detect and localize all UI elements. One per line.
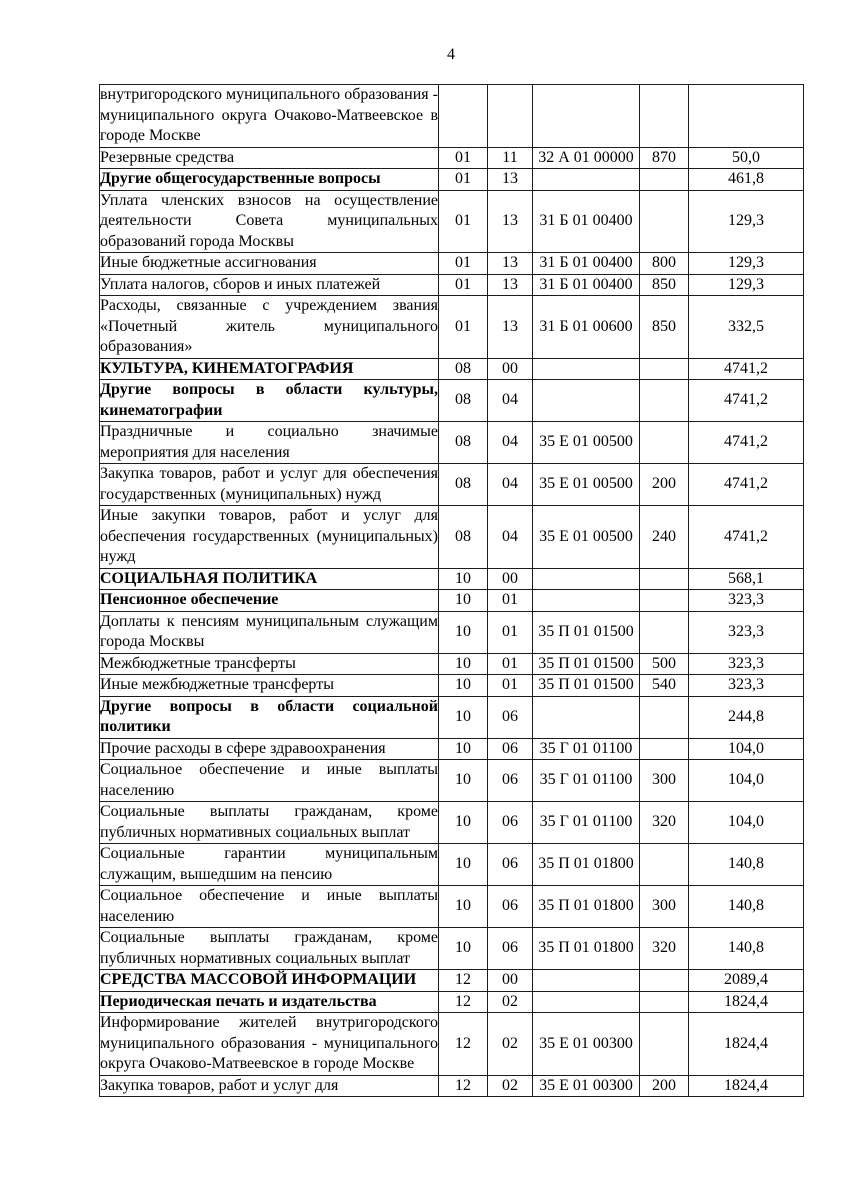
row-name-cell: Социальное обеспечение и иные выплаты населению: [100, 760, 439, 802]
row-subsection-cell: 00: [488, 358, 533, 380]
table-row: [100, 506, 804, 569]
row-section-cell: 12: [439, 991, 488, 1013]
row-section-cell: 12: [439, 1075, 488, 1097]
row-expense-type-cell: [640, 1013, 689, 1076]
row-section-cell: 10: [439, 611, 488, 653]
row-target-item-cell: 35 Г 01 01100: [533, 738, 640, 760]
row-section-cell: 10: [439, 844, 488, 886]
row-section-cell: [439, 85, 488, 148]
row-name-cell: СРЕДСТВА МАССОВОЙ ИНФОРМАЦИИ: [100, 970, 439, 992]
row-expense-type-cell: [640, 696, 689, 738]
table-row: [100, 380, 804, 422]
row-subsection-cell: 06: [488, 696, 533, 738]
row-expense-type-cell: 850: [640, 274, 689, 296]
row-name-cell: КУЛЬТУРА, КИНЕМАТОГРАФИЯ: [100, 358, 439, 380]
row-target-item-cell: 35 П 01 01800: [533, 844, 640, 886]
row-amount-cell: 104,0: [689, 760, 804, 802]
row-target-item-cell: [533, 568, 640, 590]
row-expense-type-cell: 200: [640, 1075, 689, 1097]
row-subsection-cell: 04: [488, 506, 533, 569]
row-expense-type-cell: 870: [640, 147, 689, 169]
table-row: [100, 928, 804, 970]
row-section-cell: 01: [439, 190, 488, 253]
row-section-cell: 01: [439, 147, 488, 169]
row-target-item-cell: 35 Е 01 00300: [533, 1013, 640, 1076]
row-amount-cell: 332,5: [689, 296, 804, 359]
row-amount-cell: 50,0: [689, 147, 804, 169]
row-amount-cell: 568,1: [689, 568, 804, 590]
table-row: [100, 653, 804, 675]
row-subsection-cell: 06: [488, 802, 533, 844]
row-name-cell: Социальное обеспечение и иные выплаты населению: [100, 886, 439, 928]
row-amount-cell: 104,0: [689, 802, 804, 844]
row-section-cell: 10: [439, 568, 488, 590]
row-expense-type-cell: [640, 568, 689, 590]
row-amount-cell: 4741,2: [689, 464, 804, 506]
row-subsection-cell: 13: [488, 274, 533, 296]
row-section-cell: 10: [439, 696, 488, 738]
table-row: [100, 422, 804, 464]
row-expense-type-cell: 800: [640, 253, 689, 275]
row-name-cell: Другие вопросы в области социальной политики: [100, 696, 439, 738]
row-amount-cell: 4741,2: [689, 358, 804, 380]
row-amount-cell: 323,3: [689, 611, 804, 653]
table-row: [100, 760, 804, 802]
row-name-cell: Уплата налогов, сборов и иных платежей: [100, 274, 439, 296]
row-expense-type-cell: 300: [640, 760, 689, 802]
row-amount-cell: 323,3: [689, 675, 804, 697]
row-expense-type-cell: [640, 991, 689, 1013]
row-amount-cell: 4741,2: [689, 422, 804, 464]
row-name-cell: Другие вопросы в области культуры, кинематографии: [100, 380, 439, 422]
table-row: [100, 844, 804, 886]
table-row: [100, 464, 804, 506]
row-subsection-cell: 04: [488, 422, 533, 464]
row-section-cell: 01: [439, 253, 488, 275]
row-target-item-cell: 32 А 01 00000: [533, 147, 640, 169]
row-target-item-cell: 35 П 01 01500: [533, 653, 640, 675]
row-subsection-cell: 00: [488, 568, 533, 590]
row-target-item-cell: 35 П 01 01500: [533, 675, 640, 697]
row-target-item-cell: 35 П 01 01800: [533, 928, 640, 970]
row-expense-type-cell: [640, 85, 689, 148]
budget-table-rows: [100, 85, 804, 1097]
table-row: [100, 991, 804, 1013]
row-expense-type-cell: [640, 169, 689, 191]
row-target-item-cell: 35 Е 01 00500: [533, 506, 640, 569]
table-row: [100, 568, 804, 590]
row-target-item-cell: 35 Г 01 01100: [533, 760, 640, 802]
table-row: [100, 296, 804, 359]
row-expense-type-cell: 320: [640, 928, 689, 970]
row-target-item-cell: [533, 358, 640, 380]
table-row: [100, 590, 804, 612]
row-target-item-cell: 35 Е 01 00300: [533, 1075, 640, 1097]
row-target-item-cell: [533, 970, 640, 992]
table-row: [100, 1013, 804, 1076]
row-subsection-cell: 01: [488, 611, 533, 653]
row-subsection-cell: 02: [488, 991, 533, 1013]
table-row: [100, 274, 804, 296]
row-name-cell: Закупка товаров, работ и услуг для: [100, 1075, 439, 1097]
row-subsection-cell: 00: [488, 970, 533, 992]
row-expense-type-cell: 850: [640, 296, 689, 359]
row-section-cell: 10: [439, 590, 488, 612]
row-section-cell: 08: [439, 506, 488, 569]
row-subsection-cell: 06: [488, 844, 533, 886]
row-name-cell: Закупка товаров, работ и услуг для обеспечения государственных (муниципальных) нужд: [100, 464, 439, 506]
row-expense-type-cell: 240: [640, 506, 689, 569]
row-expense-type-cell: [640, 358, 689, 380]
row-target-item-cell: 31 Б 01 00400: [533, 190, 640, 253]
row-subsection-cell: [488, 85, 533, 148]
row-subsection-cell: 04: [488, 464, 533, 506]
row-subsection-cell: 06: [488, 886, 533, 928]
row-subsection-cell: 02: [488, 1075, 533, 1097]
row-section-cell: 08: [439, 358, 488, 380]
row-amount-cell: 129,3: [689, 274, 804, 296]
row-name-cell: Иные бюджетные ассигнования: [100, 253, 439, 275]
row-subsection-cell: 06: [488, 738, 533, 760]
row-amount-cell: 323,3: [689, 653, 804, 675]
row-amount-cell: 1824,4: [689, 1075, 804, 1097]
table-row: [100, 696, 804, 738]
row-target-item-cell: 35 П 01 01800: [533, 886, 640, 928]
table-row: [100, 1075, 804, 1097]
row-expense-type-cell: 320: [640, 802, 689, 844]
row-amount-cell: 4741,2: [689, 506, 804, 569]
row-subsection-cell: 13: [488, 190, 533, 253]
row-amount-cell: 140,8: [689, 844, 804, 886]
table-row: [100, 85, 804, 148]
row-amount-cell: 129,3: [689, 253, 804, 275]
row-amount-cell: 461,8: [689, 169, 804, 191]
row-target-item-cell: 35 Е 01 00500: [533, 464, 640, 506]
table-row: [100, 738, 804, 760]
row-target-item-cell: 31 Б 01 00600: [533, 296, 640, 359]
table-row: [100, 190, 804, 253]
row-amount-cell: 4741,2: [689, 380, 804, 422]
row-name-cell: внутригородского муниципального образования - муниципального округа Очаково-Матвеевское в городе Москве: [100, 85, 439, 148]
row-subsection-cell: 04: [488, 380, 533, 422]
row-expense-type-cell: [640, 970, 689, 992]
row-target-item-cell: [533, 991, 640, 1013]
row-name-cell: СОЦИАЛЬНАЯ ПОЛИТИКА: [100, 568, 439, 590]
row-name-cell: Иные закупки товаров, работ и услуг для обеспечения государственных (муниципальных) нужд: [100, 506, 439, 569]
row-amount-cell: 2089,4: [689, 970, 804, 992]
row-subsection-cell: 06: [488, 760, 533, 802]
row-target-item-cell: 31 Б 01 00400: [533, 274, 640, 296]
row-name-cell: Уплата членских взносов на осуществление деятельности Совета муниципальных образований города Москвы: [100, 190, 439, 253]
row-name-cell: Доплаты к пенсиям муниципальным служащим города Москвы: [100, 611, 439, 653]
row-amount-cell: 140,8: [689, 886, 804, 928]
row-amount-cell: [689, 85, 804, 148]
row-expense-type-cell: [640, 422, 689, 464]
row-subsection-cell: 01: [488, 653, 533, 675]
row-name-cell: Социальные выплаты гражданам, кроме публичных нормативных социальных выплат: [100, 928, 439, 970]
row-section-cell: 01: [439, 274, 488, 296]
row-target-item-cell: 31 Б 01 00400: [533, 253, 640, 275]
row-target-item-cell: 35 П 01 01500: [533, 611, 640, 653]
row-subsection-cell: 01: [488, 675, 533, 697]
row-expense-type-cell: [640, 380, 689, 422]
row-name-cell: Прочие расходы в сфере здравоохранения: [100, 738, 439, 760]
table-row: [100, 358, 804, 380]
row-subsection-cell: 13: [488, 253, 533, 275]
row-expense-type-cell: 200: [640, 464, 689, 506]
row-expense-type-cell: [640, 611, 689, 653]
row-target-item-cell: [533, 696, 640, 738]
row-amount-cell: 244,8: [689, 696, 804, 738]
row-subsection-cell: 02: [488, 1013, 533, 1076]
row-expense-type-cell: 540: [640, 675, 689, 697]
table-row: [100, 169, 804, 191]
row-name-cell: Резервные средства: [100, 147, 439, 169]
row-target-item-cell: 35 Е 01 00500: [533, 422, 640, 464]
table-row: [100, 253, 804, 275]
row-amount-cell: 140,8: [689, 928, 804, 970]
table-row: [100, 886, 804, 928]
table-row: [100, 802, 804, 844]
table-row: [100, 611, 804, 653]
row-section-cell: 10: [439, 928, 488, 970]
row-section-cell: 10: [439, 653, 488, 675]
row-expense-type-cell: [640, 844, 689, 886]
row-section-cell: 12: [439, 970, 488, 992]
row-section-cell: 08: [439, 422, 488, 464]
row-target-item-cell: 35 Г 01 01100: [533, 802, 640, 844]
row-amount-cell: 1824,4: [689, 1013, 804, 1076]
row-amount-cell: 129,3: [689, 190, 804, 253]
row-amount-cell: 323,3: [689, 590, 804, 612]
row-subsection-cell: 13: [488, 296, 533, 359]
row-name-cell: Периодическая печать и издательства: [100, 991, 439, 1013]
row-subsection-cell: 06: [488, 928, 533, 970]
row-section-cell: 12: [439, 1013, 488, 1076]
row-expense-type-cell: 500: [640, 653, 689, 675]
row-name-cell: Праздничные и социально значимые мероприятия для населения: [100, 422, 439, 464]
row-name-cell: Пенсионное обеспечение: [100, 590, 439, 612]
row-section-cell: 10: [439, 802, 488, 844]
row-amount-cell: 1824,4: [689, 991, 804, 1013]
row-name-cell: Иные межбюджетные трансферты: [100, 675, 439, 697]
row-section-cell: 01: [439, 296, 488, 359]
row-subsection-cell: 13: [488, 169, 533, 191]
row-section-cell: 10: [439, 760, 488, 802]
row-expense-type-cell: [640, 190, 689, 253]
row-section-cell: 10: [439, 738, 488, 760]
table-row: [100, 675, 804, 697]
table-row: [100, 970, 804, 992]
row-subsection-cell: 11: [488, 147, 533, 169]
row-target-item-cell: [533, 380, 640, 422]
row-section-cell: 01: [439, 169, 488, 191]
page-number: 4: [447, 46, 455, 63]
row-target-item-cell: [533, 590, 640, 612]
row-name-cell: Социальные выплаты гражданам, кроме публичных нормативных социальных выплат: [100, 802, 439, 844]
row-expense-type-cell: [640, 738, 689, 760]
row-target-item-cell: [533, 85, 640, 148]
row-amount-cell: 104,0: [689, 738, 804, 760]
table-row: [100, 147, 804, 169]
row-name-cell: Другие общегосударственные вопросы: [100, 169, 439, 191]
row-section-cell: 10: [439, 886, 488, 928]
row-name-cell: Информирование жителей внутригородского муниципального образования - муниципального округа Очаково-Матвеевское в городе Москве: [100, 1013, 439, 1076]
row-section-cell: 08: [439, 380, 488, 422]
row-target-item-cell: [533, 169, 640, 191]
budget-table: [99, 84, 804, 1097]
row-subsection-cell: 01: [488, 590, 533, 612]
row-expense-type-cell: 300: [640, 886, 689, 928]
row-name-cell: Социальные гарантии муниципальным служащим, вышедшим на пенсию: [100, 844, 439, 886]
row-section-cell: 10: [439, 675, 488, 697]
row-name-cell: Расходы, связанные с учреждением звания «Почетный житель муниципального образования»: [100, 296, 439, 359]
row-name-cell: Межбюджетные трансферты: [100, 653, 439, 675]
row-section-cell: 08: [439, 464, 488, 506]
row-expense-type-cell: [640, 590, 689, 612]
